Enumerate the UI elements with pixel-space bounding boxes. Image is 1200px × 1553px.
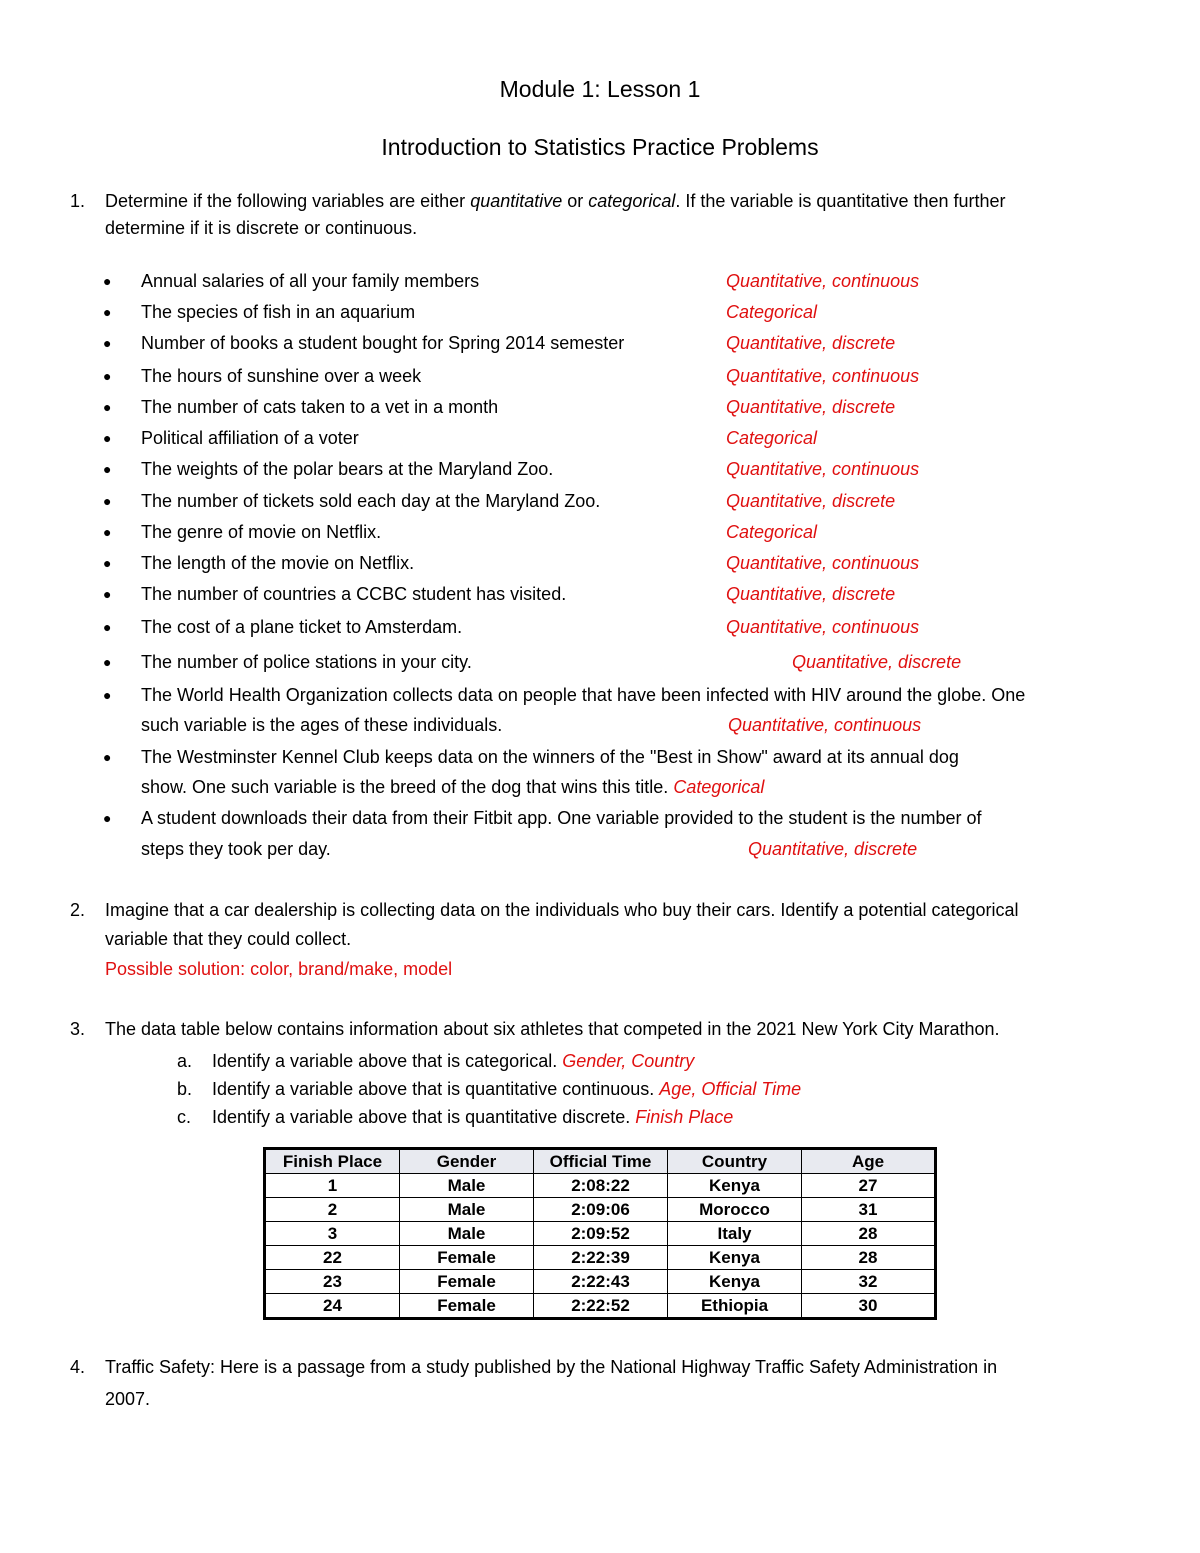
table-cell: 30 [802,1294,936,1319]
column-header-finish-place: Finish Place [265,1149,400,1174]
column-header-gender: Gender [400,1149,534,1174]
q3-part-b: Identify a variable above that is quantitative continuous. Age, Official Time [212,1079,802,1099]
q3-part-a-answer: Gender, Country [562,1051,695,1071]
list-item-answer: Categorical [726,522,818,542]
table-cell: Ethiopia [668,1294,802,1319]
list-item-answer: Quantitative, discrete [726,584,896,604]
list-item-answer: Quantitative, continuous [726,366,920,386]
bullet-icon: ● [103,555,112,571]
bullet-icon: ● [103,687,112,703]
column-header-age: Age [802,1149,936,1174]
who-item-line2: such variable is the ages of these individuals. [141,715,503,735]
table-cell: Italy [668,1222,802,1246]
table-cell: 28 [802,1246,936,1270]
column-header-country: Country [668,1149,802,1174]
table-cell: 2:22:43 [534,1270,668,1294]
q3-part-c: Identify a variable above that is quantitative discrete. Finish Place [212,1107,734,1127]
q1-line1: Determine if the following variables are either quantitative or categorical. If the variable is quantitative then further [105,191,1006,211]
table-cell: Female [400,1270,534,1294]
marathon-table [263,1147,937,1320]
table-cell: 2 [265,1198,400,1222]
list-item-answer: Quantitative, continuous [726,271,920,291]
list-item-answer: Quantitative, continuous [726,553,920,573]
list-item: The length of the movie on Netflix. [141,553,415,573]
q1-number: 1. [70,191,86,211]
bullet-icon: ● [103,335,112,351]
q3-number: 3. [70,1019,86,1039]
table-cell: 31 [802,1198,936,1222]
table-cell: Female [400,1246,534,1270]
page-title: Introduction to Statistics Practice Problems [381,134,819,160]
fitbit-item-answer: Quantitative, discrete [748,839,918,859]
who-item-line1: The World Health Organization collects data on people that have been infected with HIV around the globe. One [141,685,1026,705]
q3-part-letter: a. [177,1051,193,1071]
table-cell: 28 [802,1222,936,1246]
q4-line1: Traffic Safety: Here is a passage from a study published by the National Highway Traffic Safety Administration in [105,1357,998,1377]
table-cell: 3 [265,1222,400,1246]
bullet-icon: ● [103,304,112,320]
q4-line2: 2007. [105,1389,151,1409]
kennel-item-line2: show. One such variable is the breed of the dog that wins this title. Categorical [141,777,765,797]
q2-line1: Imagine that a car dealership is collecting data on the individuals who buy their cars. Identify a potential categorical [105,900,1019,920]
table-cell: 27 [802,1174,936,1198]
table-row [265,1270,936,1294]
table-cell: 24 [265,1294,400,1319]
list-item-answer: Quantitative, discrete [792,652,962,672]
table-cell: 2:09:06 [534,1198,668,1222]
table-cell: Kenya [668,1270,802,1294]
list-item-answer: Categorical [726,302,818,322]
list-item-answer: Quantitative, discrete [726,491,896,511]
fitbit-item-line1: A student downloads their data from their Fitbit app. One variable provided to the student is the number of [141,808,982,828]
list-item: The number of countries a CCBC student has visited. [141,584,567,604]
table-row [265,1174,936,1198]
bullet-icon: ● [103,524,112,540]
table-cell: 2:22:52 [534,1294,668,1319]
kennel-item-line1: The Westminster Kennel Club keeps data on the winners of the "Best in Show" award at its annual dog [141,747,959,767]
table-row [265,1294,936,1319]
table-cell: 1 [265,1174,400,1198]
list-item: The number of police stations in your city. [141,652,472,672]
bullet-icon: ● [103,619,112,635]
bullet-icon: ● [103,399,112,415]
q4-number: 4. [70,1357,86,1377]
q3-part-letter: c. [177,1107,192,1127]
q3-part-a: Identify a variable above that is categorical. Gender, Country [212,1051,695,1071]
bullet-icon: ● [103,654,112,670]
q3-part-letter: b. [177,1079,193,1099]
list-item: Political affiliation of a voter [141,428,359,448]
table-cell: Male [400,1222,534,1246]
who-item-answer: Quantitative, continuous [728,715,922,735]
table-cell: 2:08:22 [534,1174,668,1198]
list-item: The hours of sunshine over a week [141,366,422,386]
bullet-icon: ● [103,586,112,602]
bullet-icon: ● [103,493,112,509]
table-cell: Kenya [668,1174,802,1198]
table-cell: 32 [802,1270,936,1294]
table-cell: 22 [265,1246,400,1270]
module-heading: Module 1: Lesson 1 [499,76,701,102]
list-item: The number of cats taken to a vet in a month [141,397,499,417]
table-cell: Female [400,1294,534,1319]
q3-part-b-answer: Age, Official Time [659,1079,802,1099]
table-cell: 2:09:52 [534,1222,668,1246]
list-item: Annual salaries of all your family members [141,271,480,291]
bullet-icon: ● [103,368,112,384]
bullet-icon: ● [103,749,112,765]
list-item-answer: Quantitative, discrete [726,333,896,353]
list-item: The cost of a plane ticket to Amsterdam. [141,617,463,637]
list-item: The genre of movie on Netflix. [141,522,382,542]
q1-line2: determine if it is discrete or continuous. [105,218,418,238]
q3-line1: The data table below contains information about six athletes that competed in the 2021 New York City Marathon. [105,1019,1000,1039]
list-item-answer: Quantitative, continuous [726,617,920,637]
bullet-icon: ● [103,461,112,477]
column-header-official-time: Official Time [534,1149,668,1174]
q2-solution: Possible solution: color, brand/make, model [105,959,453,979]
table-header-row [265,1149,936,1174]
table-cell: Male [400,1198,534,1222]
q2-number: 2. [70,900,86,920]
table-cell: 2:22:39 [534,1246,668,1270]
fitbit-item-line2: steps they took per day. [141,839,331,859]
bullet-icon: ● [103,430,112,446]
list-item-answer: Categorical [726,428,818,448]
table-cell: 23 [265,1270,400,1294]
table-row [265,1246,936,1270]
q2-line2: variable that they could collect. [105,929,352,949]
q3-part-c-answer: Finish Place [635,1107,734,1127]
kennel-item-answer: Categorical [673,777,765,797]
bullet-icon: ● [103,273,112,289]
table-row [265,1198,936,1222]
list-item-answer: Quantitative, continuous [726,459,920,479]
list-item: The weights of the polar bears at the Maryland Zoo. [141,459,554,479]
table-cell: Male [400,1174,534,1198]
list-item: Number of books a student bought for Spring 2014 semester [141,333,625,353]
table-row [265,1222,936,1246]
list-item-answer: Quantitative, discrete [726,397,896,417]
bullet-icon: ● [103,810,112,826]
table-cell: Kenya [668,1246,802,1270]
list-item: The species of fish in an aquarium [141,302,416,322]
table-cell: Morocco [668,1198,802,1222]
list-item: The number of tickets sold each day at the Maryland Zoo. [141,491,601,511]
